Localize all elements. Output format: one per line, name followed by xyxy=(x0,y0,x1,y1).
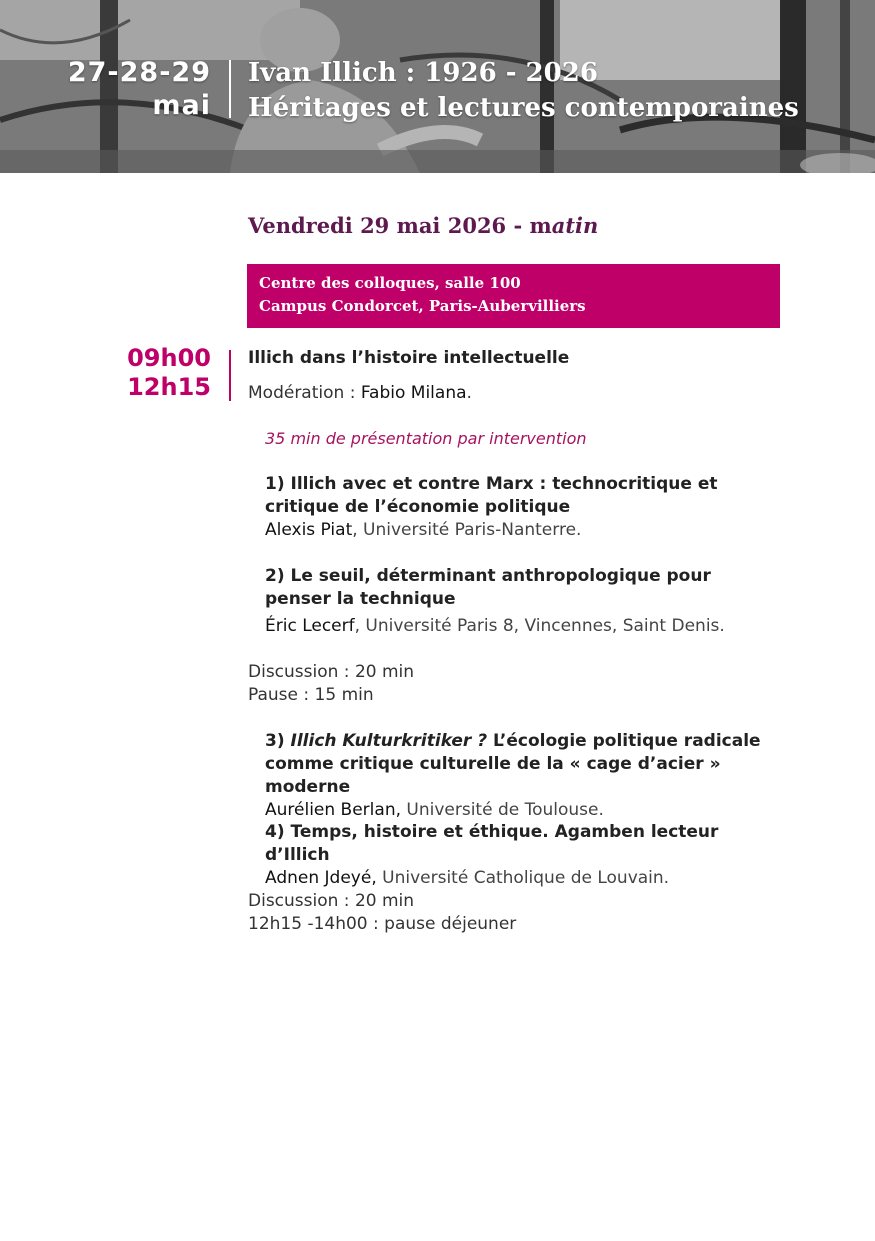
talk-speaker-line xyxy=(265,867,765,890)
discussion-2: Discussion : 20 min xyxy=(248,891,415,911)
header-title-line1: Ivan Illich : 1926 - 2026 xyxy=(248,58,598,88)
talk-speaker: Alexis Piat xyxy=(265,520,353,540)
session-time-start: 09h00 xyxy=(127,344,211,372)
discussion-1: Discussion : 20 min xyxy=(248,662,415,682)
talk-speaker-line xyxy=(265,799,765,822)
talk-item xyxy=(265,473,765,542)
talk-speaker: Adnen Jdeyé, xyxy=(265,868,377,888)
moderator-name: Fabio Milana xyxy=(360,383,467,403)
header-divider xyxy=(229,60,231,118)
session-time-end: 12h15 xyxy=(127,373,211,401)
session-title: Illich dans l’histoire intellectuelle xyxy=(248,348,570,368)
talk-title-rest: L’écologie politique radicale comme critique culturelle de la « cage d’acier » moderne xyxy=(265,731,761,797)
venue-box xyxy=(247,264,780,328)
session-time-divider xyxy=(229,350,231,401)
day-heading-italic: atin xyxy=(551,213,599,238)
header-banner xyxy=(0,0,875,173)
talk-title-prefix: 3) xyxy=(265,731,291,751)
session-time xyxy=(127,344,211,402)
session-moderation xyxy=(248,382,472,405)
venue-room: Centre des colloques, salle 100 xyxy=(259,274,521,292)
talk-item xyxy=(265,730,765,822)
header-dates xyxy=(68,56,211,122)
talk-speaker-line xyxy=(265,519,765,542)
pause-1: Pause : 15 min xyxy=(248,685,374,705)
presentation-note: 35 min de présentation par intervention xyxy=(265,429,587,448)
venue-campus: Campus Condorcet, Paris-Aubervilliers xyxy=(259,297,586,315)
talk-affiliation: Université de Toulouse. xyxy=(401,800,604,820)
talk-affiliation: , Université Paris-Nanterre. xyxy=(352,520,582,540)
lunch-break: 12h15 -14h00 : pause déjeuner xyxy=(248,914,517,934)
header-date-days: 27-28-29 xyxy=(67,57,211,88)
talk-title-italic: Illich Kulturkritiker ? xyxy=(290,731,488,751)
moderation-end: . xyxy=(466,383,472,403)
talk-speaker-line xyxy=(265,615,765,638)
header-date-month: mai xyxy=(152,90,211,121)
talk-speaker: Aurélien Berlan, xyxy=(265,800,401,820)
header-title-line2: Héritages et lectures contemporaines xyxy=(248,93,799,123)
talk-affiliation: Université Catholique de Louvain. xyxy=(376,868,670,888)
talk-title xyxy=(265,730,765,799)
talk-title: 4) Temps, histoire et éthique. Agamben lecteur d’Illich xyxy=(265,822,719,865)
talk-item xyxy=(265,565,765,638)
talk-title: 2) Le seuil, déterminant anthropologique pour penser la technique xyxy=(265,566,711,609)
day-heading-main: Vendredi 29 mai 2026 - m xyxy=(248,213,552,238)
moderation-label: Modération : xyxy=(248,383,361,403)
header-title xyxy=(248,56,799,126)
talk-affiliation: , Université Paris 8, Vincennes, Saint Denis. xyxy=(354,616,725,636)
talk-title: 1) Illich avec et contre Marx : technocritique et critique de l’économie politique xyxy=(265,474,718,517)
talk-item xyxy=(265,821,765,890)
talk-speaker: Éric Lecerf xyxy=(265,616,355,636)
day-heading xyxy=(248,213,598,238)
